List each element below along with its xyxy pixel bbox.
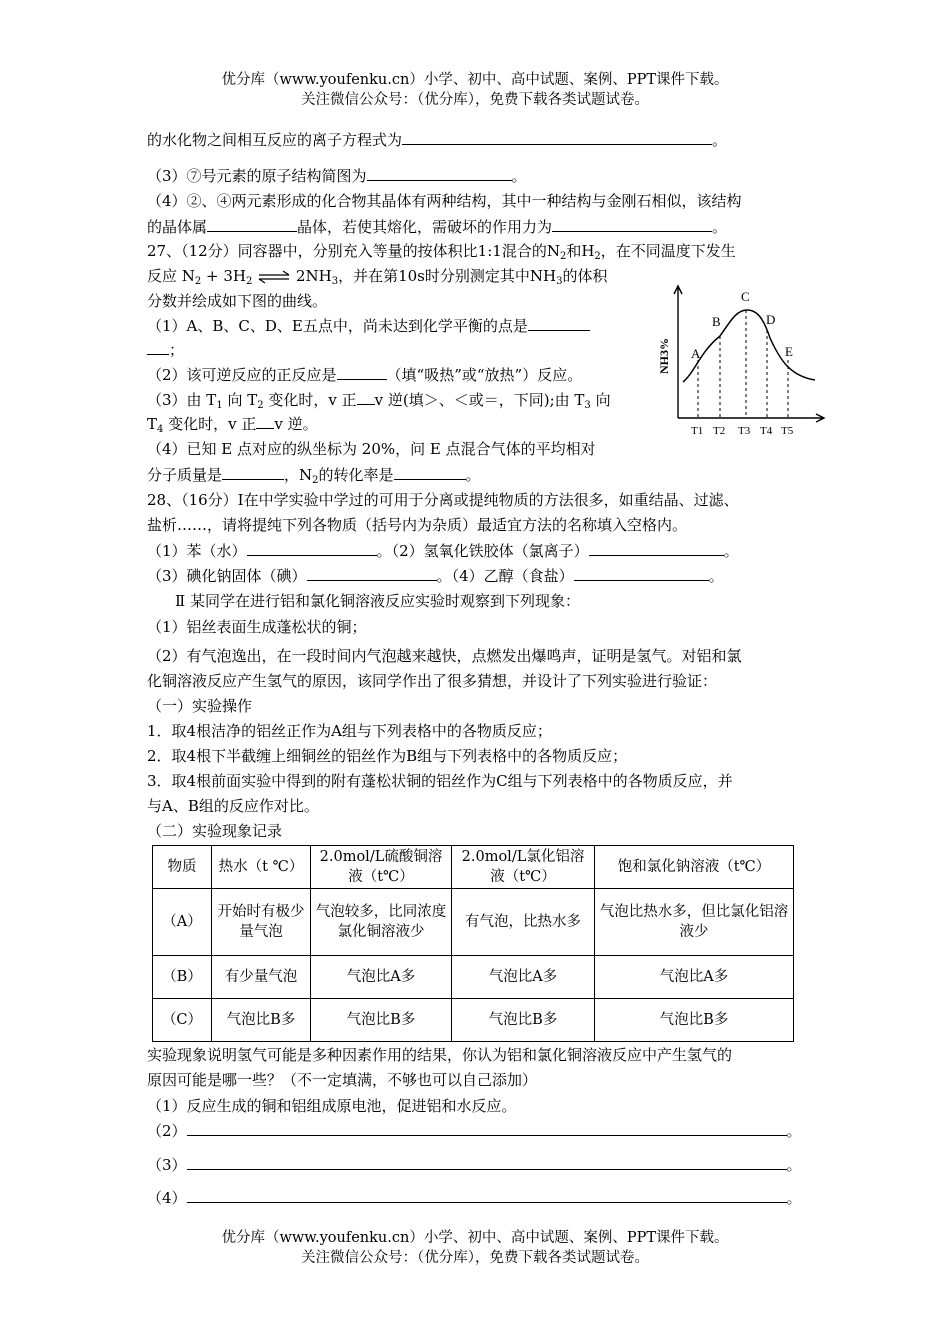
- conclusion-prompt-cont: 原因可能是哪一些？（不一定填满，不够也可以自己添加）: [147, 1071, 538, 1089]
- answer-blank[interactable]: [337, 363, 387, 380]
- operation-step-3-cont: 与A、B组的反应作对比。: [147, 797, 319, 815]
- equilibrium-arrow-icon: [257, 270, 291, 284]
- table-cell: （A）: [153, 889, 212, 956]
- q27-part2: （2）该可逆反应的正反应是 （填“吸热”或“放热”）反应。: [147, 363, 582, 386]
- answer-blank[interactable]: [187, 1186, 787, 1203]
- q28-items-1-2: （1）苯（水） 。（2）氢氧化铁胶体（氯离子） 。: [147, 539, 739, 562]
- observation-2-cont: 化铜溶液反应产生氢气的原因，该同学作出了很多猜想，并设计了下列实验进行验证：: [147, 672, 718, 690]
- nh3-temperature-graph: [650, 282, 830, 442]
- answer-blank[interactable]: [552, 215, 712, 232]
- table-cell: （B）: [153, 956, 212, 999]
- table-header: 2.0mol/L硫酸铜溶液（t℃）: [311, 846, 452, 889]
- q28-items-3-4: （3）碘化钠固体（碘） 。（4）乙醇（食盐） 。: [147, 564, 724, 587]
- table-row: [153, 999, 794, 1042]
- operation-step-2: 2．取4根下半截缠上细铜丝的铝丝作为B组与下列表格中的各物质反应；: [147, 747, 628, 765]
- table-header: 热水（t ℃）: [212, 846, 311, 889]
- point-label-c: C: [741, 289, 750, 304]
- answer-blank[interactable]: [357, 388, 375, 405]
- table-cell: 气泡比A多: [595, 956, 794, 999]
- table-cell: 气泡比B多: [595, 999, 794, 1042]
- table-cell: 气泡比A多: [452, 956, 595, 999]
- q27-part3: （3）由 $T_1$ 向 $T_2$ 变化时，v 正 v 逆(填＞、＜或＝，下同);由 $T_3$ 向: [147, 388, 611, 417]
- observation-table: [152, 845, 794, 1042]
- table-cell: 气泡比热水多，但比氯化铝溶液少: [595, 889, 794, 956]
- q27-part1: （1）A、B、C、D、E五点中，尚未达到化学平衡的点是: [147, 314, 590, 337]
- footer-line-1: 优分库（www.youfenku.cn）小学、初中、高中试题、案例、PPT课件下载。: [221, 1230, 729, 1246]
- q26-part4-line2: 的晶体属 晶体，若使其熔化，需破坏的作用力为 。: [147, 215, 727, 238]
- table-row: [153, 889, 794, 956]
- header-line-2: 关注微信公众号：（优分库），免费下载各类试题试卷。: [301, 92, 649, 108]
- q27-heading: 27、（12分）同容器中，分别充入等量的按体积比1:1混合的$N_2$和$H_2$，在不同温度下发生: [147, 242, 736, 262]
- nh3-curve: [683, 310, 815, 382]
- answer-2: （2） 。: [147, 1119, 802, 1142]
- header-line-1: 优分库（www.youfenku.cn）小学、初中、高中试题、案例、PPT课件下载。: [221, 72, 729, 88]
- q27-intro-end: 分数并绘成如下图的曲线。: [147, 292, 328, 310]
- answer-blank[interactable]: [222, 463, 284, 480]
- answer-blank[interactable]: [528, 314, 590, 331]
- answer-blank[interactable]: [247, 539, 377, 556]
- q27-part3-cont: $T_4$ 变化时，v 正 v 逆。: [147, 412, 318, 441]
- observation-2: （2）有气泡逸出，在一段时间内气泡越来越快，点燃发出爆鸣声，证明是氢气。对铝和氯: [147, 647, 742, 665]
- q28-heading-cont: 盐析……，请将提纯下列各物质（括号内为杂质）最适宜方法的名称填入空格内。: [147, 516, 688, 534]
- observation-1: （1）铝丝表面生成蓬松状的铜；: [147, 618, 367, 636]
- tick-t3: T3: [738, 425, 751, 437]
- table-cell: 气泡比B多: [212, 999, 311, 1042]
- tick-t4: T4: [760, 425, 773, 437]
- point-label-d: D: [766, 312, 776, 327]
- answer-blank[interactable]: [402, 128, 712, 145]
- answer-3: （3） 。: [147, 1153, 802, 1176]
- table-cell: 有少量气泡: [212, 956, 311, 999]
- answer-blank[interactable]: [394, 463, 466, 480]
- operation-heading: （一）实验操作: [147, 697, 253, 715]
- table-cell: 气泡比B多: [311, 999, 452, 1042]
- answer-4: （4） 。: [147, 1186, 802, 1209]
- answer-blank[interactable]: [367, 164, 512, 181]
- q28-part2-intro: Ⅱ 某同学在进行铝和氯化铜溶液反应实验时观察到下列现象：: [175, 592, 580, 610]
- footer-line-2: 关注微信公众号：（优分库），免费下载各类试题试卷。: [301, 1250, 649, 1266]
- table-header: 饱和氯化钠溶液（t℃）: [595, 846, 794, 889]
- point-label-b: B: [712, 314, 721, 329]
- point-label-a: A: [691, 346, 701, 361]
- q26-continuation: 的水化物之间相互反应的离子方程式为 。: [147, 128, 727, 151]
- table-cell: （C）: [153, 999, 212, 1042]
- record-heading: （二）实验现象记录: [147, 822, 283, 840]
- table-cell: 气泡较多，比同浓度氯化铜溶液少: [311, 889, 452, 956]
- answer-blank[interactable]: [589, 539, 724, 556]
- conclusion-prompt: 实验现象说明氢气可能是多种因素作用的结果，你认为铝和氯化铜溶液反应中产生氢气的: [147, 1046, 733, 1064]
- table-cell: 气泡比B多: [452, 999, 595, 1042]
- table-header-row: [153, 846, 794, 889]
- q27-reaction: 反应 $N_2 + 3H_2$ $2NH_3$，并在第10s时分别测定其中$NH_3$的体积: [147, 267, 608, 287]
- answer-blank[interactable]: [187, 1119, 787, 1136]
- answer-blank[interactable]: [574, 564, 709, 581]
- q27-part1-cont: ；: [147, 338, 184, 361]
- answer-blank[interactable]: [256, 412, 274, 429]
- table-header: 物质: [153, 846, 212, 889]
- table-cell: 气泡比A多: [311, 956, 452, 999]
- q26-part4-line1: （4）②、④两元素形成的化合物其晶体有两种结构，其中一种结构与金刚石相似，该结构: [147, 192, 742, 210]
- table-cell: 开始时有极少量气泡: [212, 889, 311, 956]
- table-header: 2.0mol/L氯化铝溶液（t℃）: [452, 846, 595, 889]
- q27-part4: （4）已知 E 点对应的纵坐标为 20%，问 E 点混合气体的平均相对: [147, 440, 596, 458]
- answer-blank[interactable]: [307, 564, 437, 581]
- tick-t1: T1: [691, 425, 704, 437]
- q27-part4-cont: 分子质量是 ，$N_2$的转化率是 。: [147, 463, 481, 492]
- operation-step-3: 3．取4根前面实验中得到的附有蓬松状铜的铝丝作为C组与下列表格中的各物质反应，并: [147, 772, 733, 790]
- answer-blank[interactable]: [147, 338, 169, 355]
- q26-part3: （3）⑦号元素的原子结构简图为 。: [147, 164, 527, 187]
- table-row: [153, 956, 794, 999]
- answer-1: （1）反应生成的铜和铝组成原电池，促进铝和水反应。: [147, 1097, 517, 1115]
- y-axis-label: NH3%: [657, 338, 671, 374]
- point-label-e: E: [785, 344, 793, 359]
- answer-blank[interactable]: [207, 215, 297, 232]
- tick-t5: T5: [781, 425, 794, 437]
- operation-step-1: 1．取4根洁净的铝丝正作为A组与下列表格中的各物质反应；: [147, 722, 552, 740]
- q28-heading: 28、（16分）Ⅰ在中学实验中学过的可用于分离或提纯物质的方法很多，如重结晶、过滤、: [147, 491, 739, 509]
- answer-blank[interactable]: [187, 1153, 787, 1170]
- table-cell: 有气泡，比热水多: [452, 889, 595, 956]
- tick-t2: T2: [713, 425, 726, 437]
